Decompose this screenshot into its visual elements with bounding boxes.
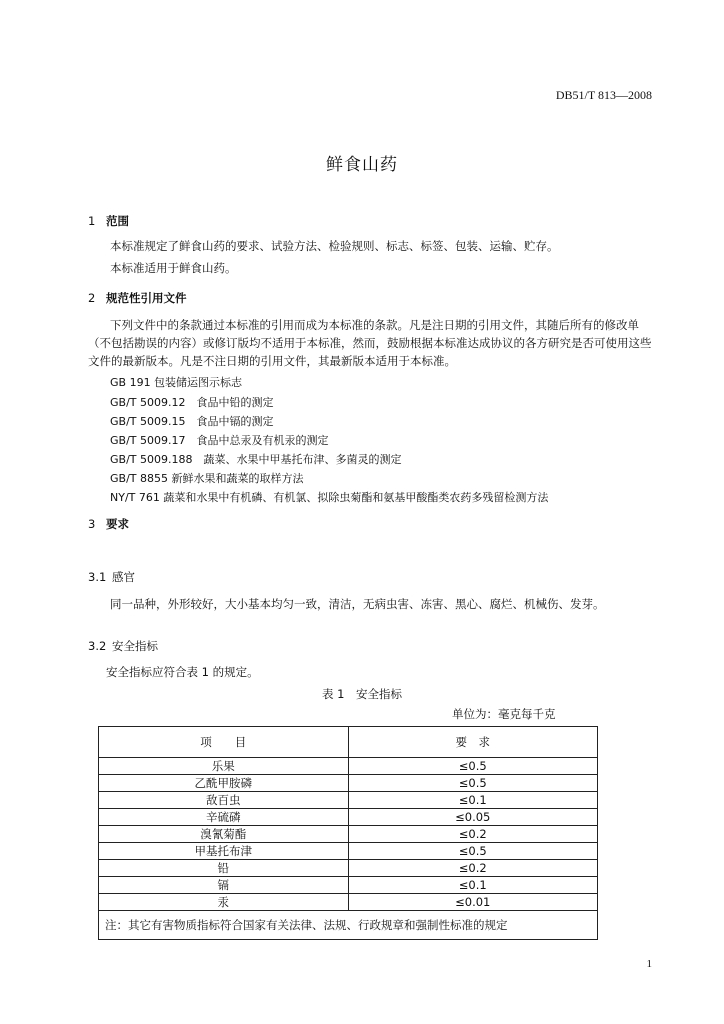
- item-cell: 乐果: [99, 758, 349, 775]
- table-row: [99, 758, 598, 775]
- section-3-2-number: 3.2: [88, 639, 107, 653]
- section-1-paragraph-2: 本标准适用于鲜食山药。: [110, 261, 237, 275]
- reference-item: GB/T 5009.17 食品中总汞及有机汞的测定: [110, 434, 329, 447]
- limit-cell: ≤0.5: [348, 843, 598, 860]
- table-row: [99, 877, 598, 894]
- section-2-number: 2: [88, 291, 96, 305]
- item-cell: 甲基托布津: [99, 843, 349, 860]
- item-cell: 溴氰菊酯: [99, 826, 349, 843]
- item-cell: 敌百虫: [99, 792, 349, 809]
- limit-cell: ≤0.1: [348, 877, 598, 894]
- section-3-2-paragraph: 安全指标应符合表 1 的规定。: [106, 665, 259, 679]
- section-1-paragraph-1: 本标准规定了鲜食山药的要求、试验方法、检验规则、标志、标签、包装、运输、贮存。: [110, 239, 559, 253]
- reference-item: GB/T 5009.15 食品中镉的测定: [110, 415, 274, 428]
- limit-cell: ≤0.2: [348, 860, 598, 877]
- limit-cell: ≤0.1: [348, 792, 598, 809]
- table-note: 注：其它有害物质指标符合国家有关法律、法规、行政规章和强制性标准的规定: [99, 911, 598, 940]
- section-1-title: 范围: [106, 214, 129, 228]
- table-unit: 单位为：毫克每千克: [452, 707, 556, 721]
- section-3-2-heading: [88, 638, 158, 654]
- section-1-number: 1: [88, 214, 96, 228]
- table-row: [99, 775, 598, 792]
- page-title: 鲜食山药: [326, 155, 398, 175]
- item-cell: 辛硫磷: [99, 809, 349, 826]
- limit-cell: ≤0.5: [348, 758, 598, 775]
- section-2-heading: [88, 290, 187, 306]
- item-cell: 铅: [99, 860, 349, 877]
- section-3-1-heading: [88, 569, 135, 585]
- reference-item: GB/T 8855 新鲜水果和蔬菜的取样方法: [110, 472, 304, 485]
- reference-item: GB 191 包装储运图示标志: [110, 376, 243, 389]
- limit-cell: ≤0.5: [348, 775, 598, 792]
- safety-index-table: [98, 726, 598, 940]
- section-2-title: 规范性引用文件: [106, 291, 187, 305]
- section-3-1-number: 3.1: [88, 570, 107, 584]
- section-3-1-paragraph: 同一品种，外形较好，大小基本均匀一致，清洁，无病虫害、冻害、黑心、腐烂、机械伤、发芽。: [110, 597, 605, 611]
- table-row: [99, 860, 598, 877]
- column-header-item: 项 目: [99, 727, 349, 758]
- section-3-heading: [88, 516, 129, 532]
- item-cell: 汞: [99, 894, 349, 911]
- section-2-paragraph: 下列文件中的条款通过本标准的引用而成为本标准的条款。凡是注日期的引用文件，其随后所有的修改单（不包括勘误的内容）或修订版均不适用于本标准，然而，鼓励根据本标准达成协议的各方研究是否可使用这些文件的最新版本。凡是不注日期的引用文件，其最新版本适用于本标准。: [88, 318, 652, 368]
- reference-item: GB/T 5009.188 蔬菜、水果中甲基托布津、多菌灵的测定: [110, 453, 402, 466]
- section-1-heading: [88, 213, 129, 229]
- item-cell: 镉: [99, 877, 349, 894]
- section-3-number: 3: [88, 517, 96, 531]
- table-row: [99, 843, 598, 860]
- table-header-row: [99, 727, 598, 758]
- table-row: [99, 826, 598, 843]
- reference-item: GB/T 5009.12 食品中铅的测定: [110, 396, 274, 409]
- section-3-title: 要求: [106, 517, 129, 531]
- table-note-row: [99, 911, 598, 940]
- section-3-2-title: 安全指标: [112, 639, 158, 653]
- section-3-1-title: 感官: [112, 570, 135, 584]
- document-code: DB51/T 813—2008: [555, 88, 652, 102]
- reference-item: NY/T 761 蔬菜和水果中有机磷、有机氯、拟除虫菊酯和氨基甲酸酯类农药多残留检测方法: [110, 491, 549, 504]
- item-cell: 乙酰甲胺磷: [99, 775, 349, 792]
- column-header-requirement: 要 求: [348, 727, 598, 758]
- limit-cell: ≤0.05: [348, 809, 598, 826]
- limit-cell: ≤0.2: [348, 826, 598, 843]
- table-caption: 表 1 安全指标: [322, 687, 402, 701]
- page-number: 1: [646, 958, 652, 970]
- limit-cell: ≤0.01: [348, 894, 598, 911]
- table-row: [99, 894, 598, 911]
- table-row: [99, 792, 598, 809]
- table-row: [99, 809, 598, 826]
